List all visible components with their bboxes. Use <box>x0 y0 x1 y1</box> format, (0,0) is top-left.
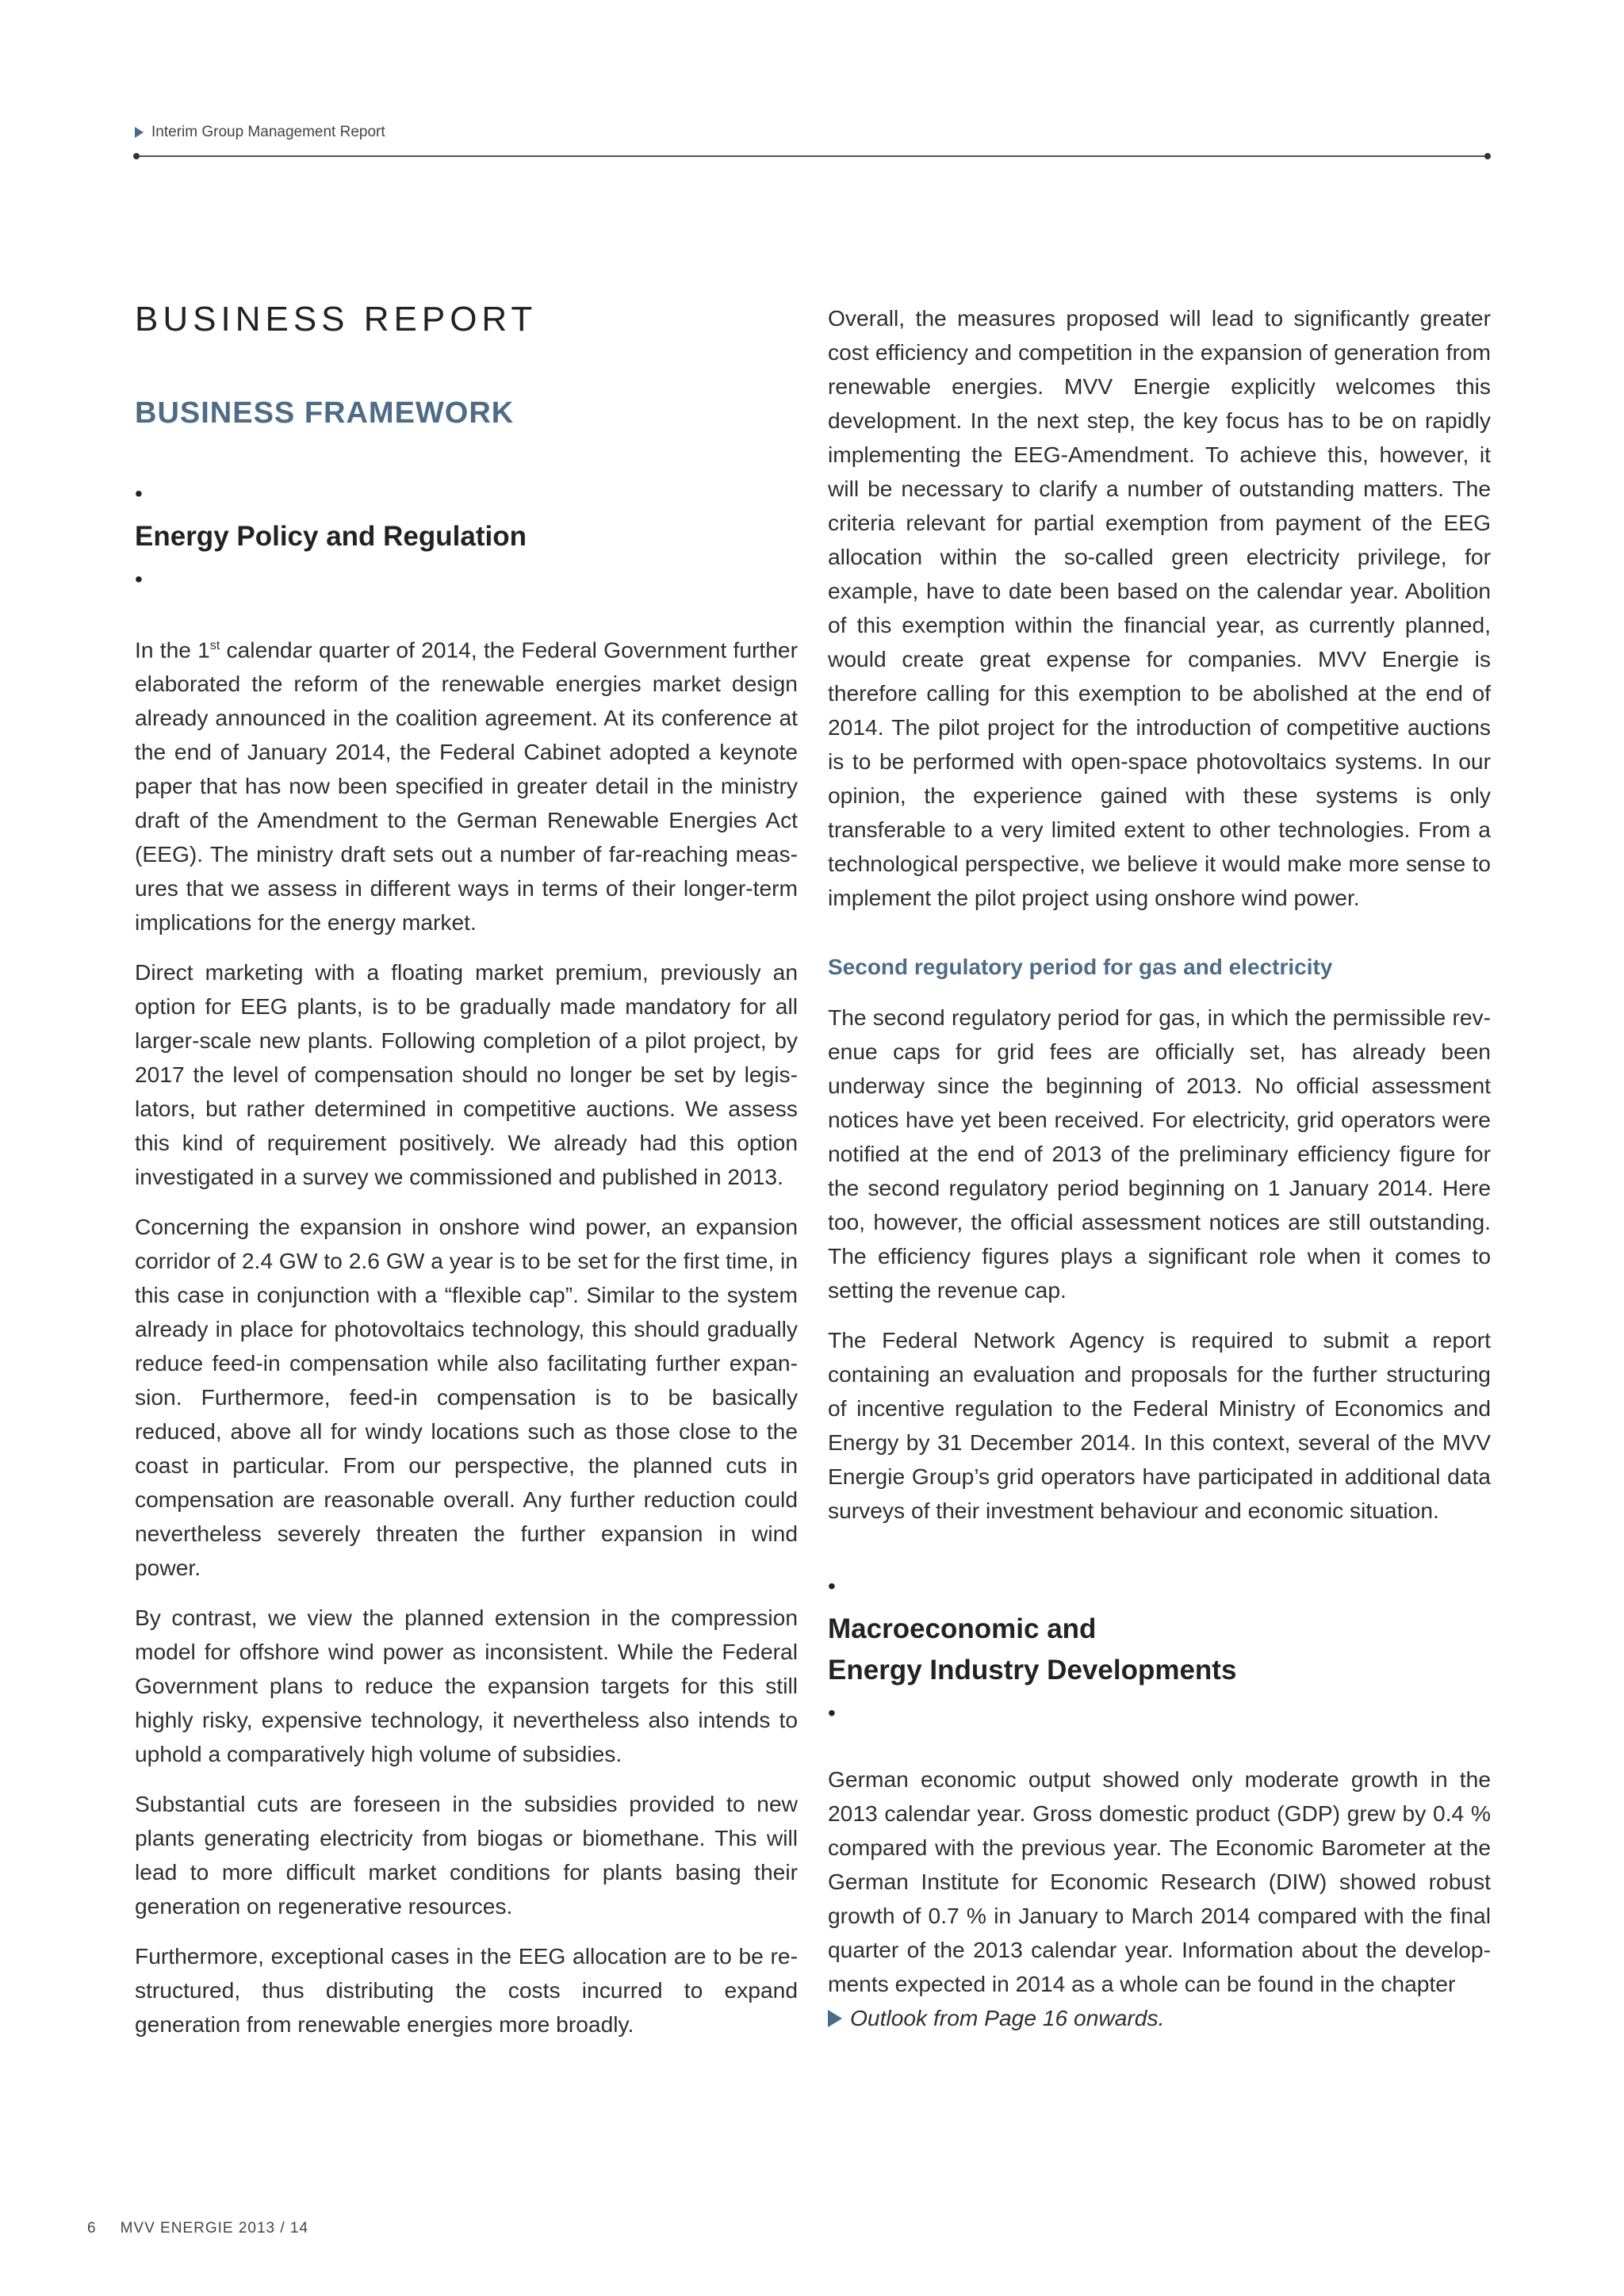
right-column <box>828 301 1491 2035</box>
heading-block <box>828 1574 1491 1726</box>
left-column <box>135 300 798 2057</box>
paragraph: Furthermore, exceptional cases in the EEG allocation are to be restructured, thus distributing the costs incurred to expand generation from renewable energies more broadly. <box>135 1943 798 2038</box>
paragraph: Concerning the expansion in onshore wind power, an expansion corridor of 2.4 GW to 2.6 GW a year is to be set for the first time, in this case in conjunction with a “flexible cap”. Similar to the system already in place for photovoltaics technology, this should gradually reduce feed-in compensation while also facilitating further expansion. Furthermore, feed-in compensation is to be basically reduced, above all for windy locations such as those close to the coast in particular. From our perspective, the planned cuts in compensation are reasonable overall. Any further reduction could nevertheless severely threaten the further expansion in wind power. <box>135 1214 798 1581</box>
running-title: Interim Group Management Report <box>151 124 385 140</box>
outlook-link-text[interactable]: Outlook from Page 16 onwards. <box>850 2005 1165 2030</box>
page-footer <box>87 2220 308 2237</box>
paragraph: The second regulatory period for gas, in which the permissible revenue caps for grid fees are officially set, has already been underway since the beginning of 2013. No official assessment notices have yet been received. For electricity, grid operators were notified at the end of 2013 of the preliminary efficiency figure for the second regulatory period beginning on 1 January 2014. Here too, however, the official assessment notices are still outstanding. The efficiency figures plays a significant role when it comes to setting the revenue cap. <box>828 1004 1491 1303</box>
paragraph: Overall, the measures proposed will lead to significantly greater cost efficiency and competition in the expansion of generation from renewable energies. MVV Energie explicitly welcomes this development. In the next step, the key focus has to be on rapidly implementing the EEG-Amendment. To achieve this, however, it will be necessary to clarify a number of outstanding matters. The criteria relevant for partial exemption from payment of the EEG allocation within the so-called green electricity privilege, for example, have to date been based on the calendar year. Abolition of this exemption within the financial year, as currently planned, would create great expense for companies. MVV Energie is therefore calling for this exemption to be abolished at the end of 2014. The pilot project for the introduction of competitive auctions is to be performed with open-space photovoltaics systems. In our opinion, the experience gained with these systems is only transferable to a very limited extent to other technologies. From a technological perspective, we believe it would make more sense to implement the pilot project using onshore wind power. <box>828 305 1491 910</box>
heading-macro-line2: Energy Industry Developments <box>828 1655 1237 1686</box>
paragraph: German economic output showed only moderate growth in the 2013 calendar year. Gross domestic product (GDP) grew by 0.4 % compared with the previous year. The Economic Barometer at the German Institute for Economic Research (DIW) showed robust growth of 0.7 % in January to March 2014 compared with the final quarter of the 2013 calendar year. Information about the developments expected in 2014 as a whole can be found in the chapter <box>828 1766 1491 1996</box>
bullet-dot: • <box>135 567 143 591</box>
paragraph: The Federal Network Agency is required to submit a report containing an evaluation and proposals for the further structuring of incentive regulation to the Federal Ministry of Economics and Energy by 31 December 2014. In this context, several of the MVV Energie Group’s grid operators have participated in additional data surveys of their investment behaviour and economic situation. <box>828 1327 1491 1523</box>
heading-block <box>135 481 798 592</box>
subsection-title: BUSINESS FRAMEWORK <box>135 396 515 430</box>
paragraph: By contrast, we view the planned extension in the compression model for offshore wind power as inconsistent. While the Federal Government plans to reduce the expansion targets for this still highly risky, expensive technology, it nevertheless also intends to uphold a comparatively high volume of subsidies. <box>135 1605 798 1767</box>
bullet-dot: • <box>828 1701 836 1725</box>
link-arrow-icon <box>828 2010 842 2027</box>
subheading-regulatory-period: Second regulatory period for gas and electricity <box>828 955 1333 979</box>
section-title: BUSINESS REPORT <box>135 300 538 339</box>
header-rule <box>136 155 1488 157</box>
heading-macro-line1: Macroeconomic and <box>828 1613 1097 1644</box>
heading-energy-policy: Energy Policy and Regulation <box>135 521 527 552</box>
bullet-dot: • <box>135 481 143 506</box>
outlook-link[interactable] <box>828 2001 1491 2035</box>
page-number: 6 <box>87 2220 97 2237</box>
publication-title: MVV ENERGIE 2013 / 14 <box>120 2220 309 2237</box>
paragraph: Direct marketing with a floating market premium, previously an option for EEG plants, is to be gradually made mandatory for all larger-scale new plants. Following completion of a pilot project, by 2017 the level of compensation should no longer be set by legislators, but rather determined in competitive auctions. We assess this kind of requirement positively. We already had this option investigated in a survey we commissioned and published in 2013. <box>135 959 798 1190</box>
triangle-marker-icon <box>135 127 144 138</box>
paragraph: In the 1st calendar quarter of 2014, the Federal Government further elaborated the reform of the renewable energies market design already announced in the coalition agreement. At its conference at the end of January 2014, the Federal Cabinet adopted a keynote paper that has now been specified in greater detail in the ministry draft of the Amendment to the German Renewable Energies Act (EEG). The ministry draft sets out a number of far-reaching measures that we assess in different ways in terms of their longer-term implications for the energy market. <box>135 637 798 936</box>
running-header <box>135 124 385 141</box>
paragraph: Substantial cuts are foreseen in the subsidies provided to new plants generating electricity from biogas or biomethane. This will lead to more difficult market conditions for plants basing their generation on regenerative resources. <box>135 1791 798 1919</box>
bullet-dot: • <box>828 1574 836 1598</box>
